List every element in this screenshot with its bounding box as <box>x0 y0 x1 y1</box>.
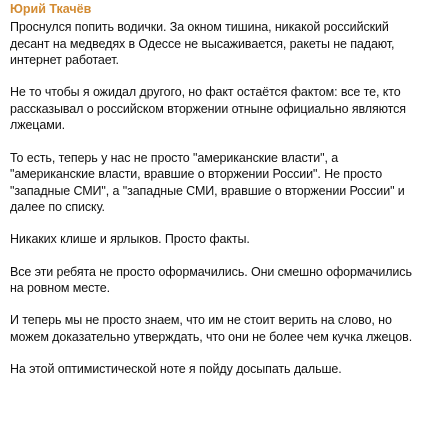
message-paragraph-1: Проснулся попить водички. За окном тишина, никакой российский десант на медведях в Одессе не высаживается, ракеты не падают, интернет работает. <box>10 20 395 68</box>
message-paragraph-7: На этой оптимистической ноте я пойду досыпать дальше. <box>10 361 342 376</box>
message-paragraph-2: Не то чтобы я ожидал другого, но факт остаётся фактом: все те, кто рассказывал о российском вторжении отныне официально являются лжецами. <box>10 85 406 133</box>
author-name[interactable]: Юрий Ткачёв <box>10 2 92 16</box>
message-paragraph-5: Все эти ребята не просто оформачились. Они смешно оформачились на ровном месте. <box>10 264 412 296</box>
message-paragraph-6: И теперь мы не просто знаем, что им не стоит верить на слово, но можем доказательно утверждать, что они не более чем кучка лжецов. <box>10 313 413 344</box>
message-paragraph-4: Никаких клише и ярлыков. Просто факты. <box>10 232 250 247</box>
message-paragraph-3: То есть, теперь у нас не просто "американские власти", а "американские власти, вравшие о вторжении России". Не просто "западные СМИ", а "западные СМИ, вравшие о вторжении России" и далее по списку. <box>10 150 405 215</box>
